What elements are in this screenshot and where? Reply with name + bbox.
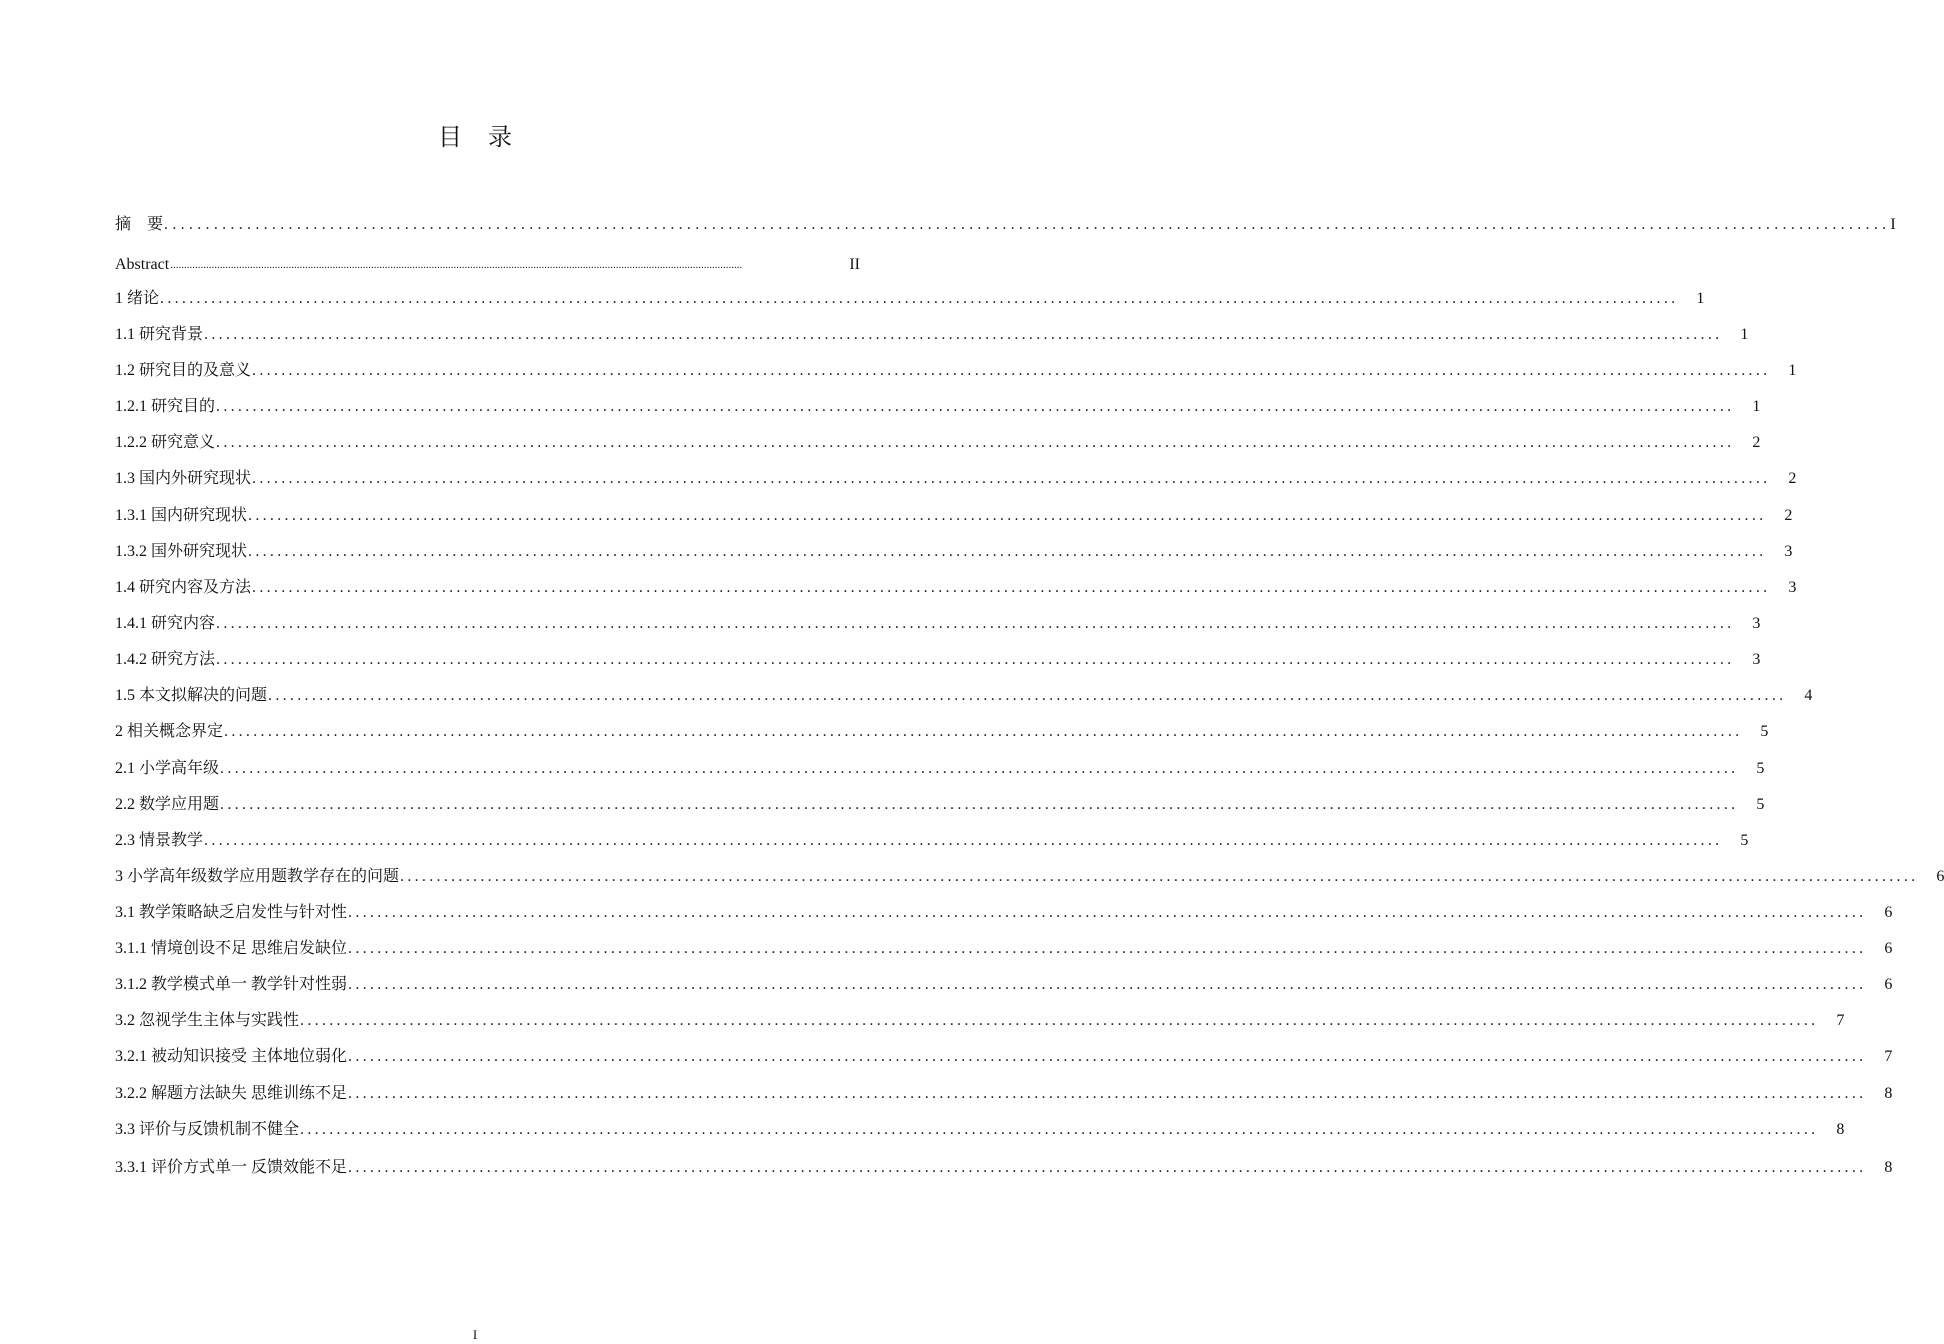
toc-entry-page: 7: [1884, 1048, 1893, 1065]
toc-entry-label: 2.2 数学应用题: [115, 796, 220, 813]
toc-entry-subsection[interactable]: [115, 394, 1761, 418]
toc-entry-page: 3: [1752, 615, 1761, 632]
toc-entry-page: 4: [1804, 687, 1813, 704]
toc-entry-subsection[interactable]: [115, 936, 1893, 960]
toc-leader-dots: ................................................................................................................................................................................................................: [348, 1085, 1867, 1102]
toc-entry-label: 1.3.2 国外研究现状: [115, 543, 248, 560]
toc-entry-page: 3: [1788, 579, 1797, 596]
toc-leader-dots: ................................................................................................................................................................................................................: [216, 398, 1735, 415]
toc-entry-page: 1: [1696, 290, 1705, 307]
toc-entry-page: 2: [1788, 470, 1797, 487]
footer-page-number: I: [472, 1327, 478, 1342]
toc-leader-dots: ................................................................................................................................................................................................................: [220, 796, 1739, 813]
toc-entry-page: 1: [1788, 362, 1797, 379]
toc-entry-page: 6: [1936, 868, 1944, 885]
toc-entry-label: 1 绪论: [115, 290, 160, 307]
toc-entry-page: 6: [1884, 940, 1893, 957]
toc-entry-label: 1.4 研究内容及方法: [115, 579, 252, 596]
toc-entry-section[interactable]: [115, 575, 1797, 599]
toc-entry-label: 1.3 国内外研究现状: [115, 470, 252, 487]
toc-entry-section[interactable]: [115, 466, 1797, 490]
toc-leader-dots: ................................................................................................................................................................................................................: [224, 723, 1743, 740]
toc-entry-section[interactable]: [115, 1117, 1845, 1141]
toc-leader-dots: ................................................................................................................................................................................................................: [348, 904, 1867, 921]
toc-leader-dots: ................................................................................................................................................................................................................: [252, 362, 1771, 379]
toc-entry-label: 3.2.2 解题方法缺失 思维训练不足: [115, 1085, 348, 1102]
toc-leader-dots: ................................................................................................................................................................................................................: [216, 434, 1735, 451]
toc-entry-label: Abstract: [115, 256, 170, 273]
toc-leader-dots: ................................................................................................................................................................................................................: [300, 1121, 1819, 1138]
toc-entry-chapter[interactable]: [115, 864, 1944, 888]
toc-entry-label: 1.5 本文拟解决的问题: [115, 687, 268, 704]
toc-entry-section[interactable]: [115, 900, 1893, 924]
toc-entry-section[interactable]: [115, 683, 1813, 707]
toc-entry-page: 8: [1836, 1121, 1845, 1138]
toc-entry-label: 2.3 情景教学: [115, 832, 204, 849]
toc-leader-dots: ................................................................................................................................................................................................................: [300, 1012, 1819, 1029]
toc-entry-label: 1.4.2 研究方法: [115, 651, 216, 668]
toc-entry-subsection[interactable]: [115, 503, 1793, 527]
toc-entry-label: 3.2 忽视学生主体与实践性: [115, 1012, 300, 1029]
page-title: 目录: [438, 125, 538, 151]
toc-leader-dots: ................................................................................................................................................................................................................: [204, 326, 1723, 343]
toc-entry-abstract-en[interactable]: [115, 252, 860, 276]
toc-leader-dots: ................................................................................................................................................................................................................: [164, 216, 1891, 233]
toc-entry-label: 1.2 研究目的及意义: [115, 362, 252, 379]
toc-entry-section[interactable]: [115, 358, 1797, 382]
toc-entry-page: 5: [1760, 723, 1769, 740]
toc-leader-dots: ................................................................................................................................................................................................................: [220, 760, 1739, 777]
toc-entry-subsection[interactable]: [115, 430, 1761, 454]
toc-entry-label: 3.2.1 被动知识接受 主体地位弱化: [115, 1048, 348, 1065]
toc-entry-page: 5: [1756, 760, 1765, 777]
toc-leader-dots: ................................................................................................................................................................................................................: [348, 1159, 1867, 1176]
toc-entry-page: 2: [1784, 507, 1793, 524]
toc-entry-page: 7: [1836, 1012, 1845, 1029]
toc-entry-subsection[interactable]: [115, 539, 1793, 563]
toc-leader-dots: ................................................................................................................................................................................................................: [252, 579, 1771, 596]
toc-entry-label: 1.3.1 国内研究现状: [115, 507, 248, 524]
toc-entry-subsection[interactable]: [115, 647, 1761, 671]
toc-entry-label: 3.1.2 教学模式单一 教学针对性弱: [115, 976, 348, 993]
toc-entry-page: 6: [1884, 976, 1893, 993]
toc-entry-label: 1.2.2 研究意义: [115, 434, 216, 451]
toc-leader-dots: ................................................................................................................................................................................................................: [216, 651, 1735, 668]
toc-entry-label: 3 小学高年级数学应用题教学存在的问题: [115, 868, 400, 885]
toc-entry-label: 2 相关概念界定: [115, 723, 224, 740]
toc-entry-label: 1.4.1 研究内容: [115, 615, 216, 632]
toc-leader-dots: ................................................................................................................................................................................................................: [348, 940, 1867, 957]
toc-entry-subsection[interactable]: [115, 611, 1761, 635]
toc-entry-page: 3: [1752, 651, 1761, 668]
toc-leader-dots: ................................................................................................................................................................................................................: [170, 259, 743, 271]
toc-entry-label: 3.1 教学策略缺乏启发性与针对性: [115, 904, 348, 921]
toc-entry-subsection[interactable]: [115, 972, 1893, 996]
toc-entry-section[interactable]: [115, 1008, 1845, 1032]
toc-entry-chapter[interactable]: [115, 286, 1705, 310]
toc-entry-section[interactable]: [115, 828, 1749, 852]
toc-entry-page: I: [1890, 216, 1896, 233]
toc-entry-subsection[interactable]: [115, 1044, 1893, 1068]
toc-entry-page: 3: [1784, 543, 1793, 560]
toc-entry-label: 3.3.1 评价方式单一 反馈效能不足: [115, 1159, 348, 1176]
toc-entry-page: 8: [1884, 1159, 1893, 1176]
toc-entry-chapter[interactable]: [115, 719, 1769, 743]
toc-entry-label: 1.1 研究背景: [115, 326, 204, 343]
toc-leader-dots: ................................................................................................................................................................................................................: [348, 976, 1867, 993]
toc-entry-section[interactable]: [115, 756, 1765, 780]
toc-entry-label: 3.3 评价与反馈机制不健全: [115, 1121, 300, 1138]
toc-leader-dots: ................................................................................................................................................................................................................: [216, 615, 1735, 632]
toc-entry-label: 1.2.1 研究目的: [115, 398, 216, 415]
toc-entry-label: 3.1.1 情境创设不足 思维启发缺位: [115, 940, 348, 957]
toc-entry-label: 2.1 小学高年级: [115, 760, 220, 777]
toc-leader-dots: ................................................................................................................................................................................................................: [348, 1048, 1867, 1065]
toc-leader-dots: ................................................................................................................................................................................................................: [248, 543, 1767, 560]
toc-entry-page: 8: [1884, 1085, 1893, 1102]
toc-entry-section[interactable]: [115, 322, 1749, 346]
toc-entry-page: 2: [1752, 434, 1761, 451]
toc-entry-abstract-cn[interactable]: [115, 212, 1896, 236]
toc-entry-page: 1: [1752, 398, 1761, 415]
toc-entry-page: 5: [1740, 832, 1749, 849]
toc-leader-dots: ................................................................................................................................................................................................................: [268, 687, 1787, 704]
toc-leader-dots: ................................................................................................................................................................................................................: [160, 290, 1679, 307]
toc-entry-page: 6: [1884, 904, 1893, 921]
toc-entry-subsection[interactable]: [115, 1081, 1893, 1105]
toc-leader-dots: ................................................................................................................................................................................................................: [252, 470, 1771, 487]
toc-entry-page: 1: [1740, 326, 1749, 343]
toc-entry-label: 摘 要: [115, 216, 164, 233]
toc-leader-dots: ................................................................................................................................................................................................................: [204, 832, 1723, 849]
toc-entry-page: II: [849, 256, 860, 273]
toc-entry-subsection[interactable]: [115, 1155, 1893, 1179]
toc-leader-dots: ................................................................................................................................................................................................................: [248, 507, 1767, 524]
toc-entry-page: 5: [1756, 796, 1765, 813]
toc-entry-section[interactable]: [115, 792, 1765, 816]
toc-leader-dots: ................................................................................................................................................................................................................: [400, 868, 1919, 885]
